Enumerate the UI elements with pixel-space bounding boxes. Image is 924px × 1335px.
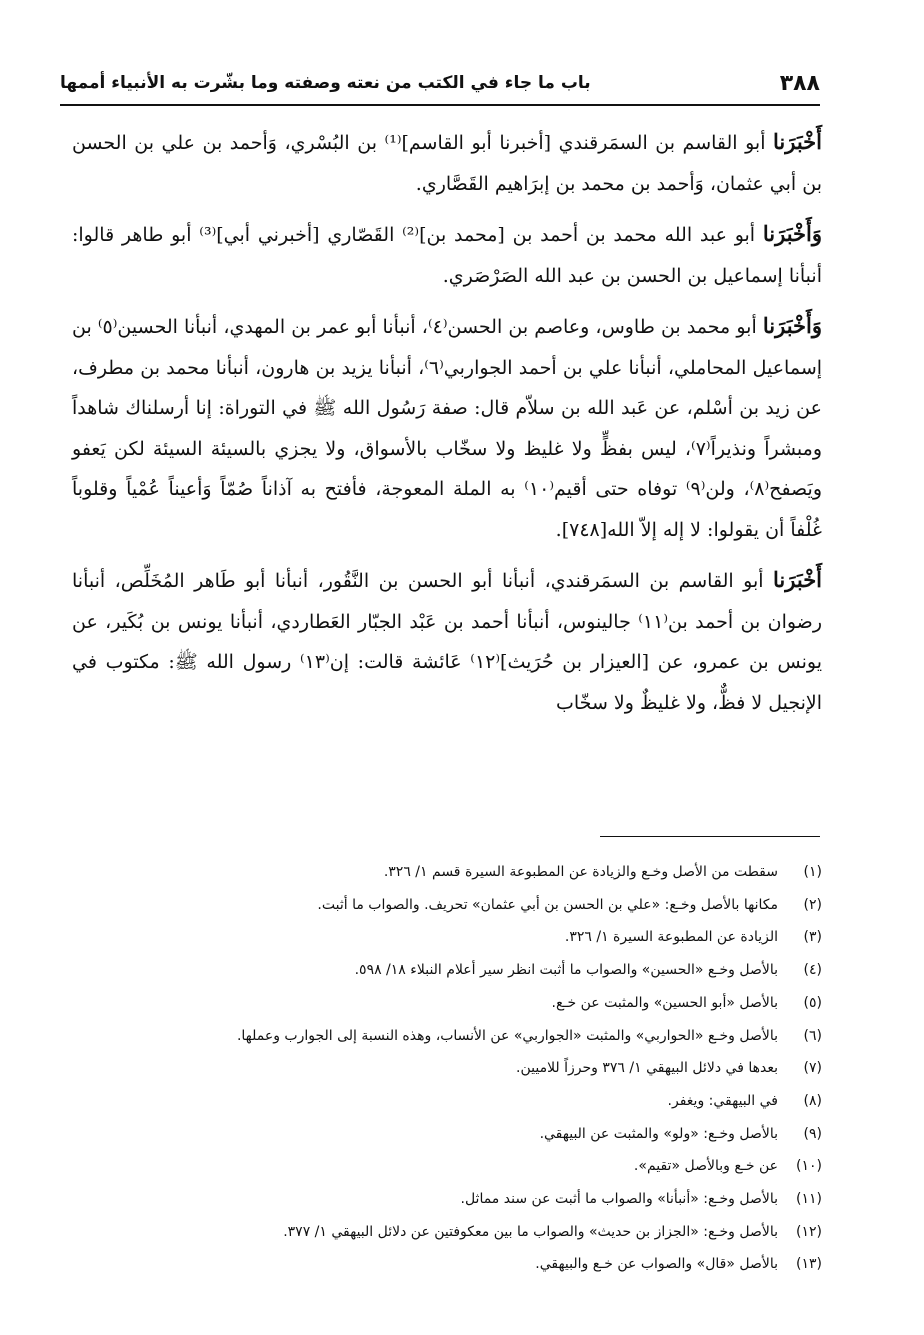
footnote-text: بالأصل وخـع: «أنبأنا» والصواب ما أثبت عن سند مماثل. [460,1191,778,1208]
paragraph [72,122,822,204]
footnote-text: بالأصل «قال» والصواب عن خـع والبيهقي. [535,1256,778,1273]
paragraph [72,560,822,723]
footnote-text: بالأصل وخـع: «ولو» والمثبت عن البيهقي. [539,1125,778,1142]
footnote-number: (٥) [803,994,822,1011]
footnote-number: (٢) [803,896,822,913]
footnote-number: (١١) [796,1191,822,1208]
footnote [72,1118,822,1151]
footnote [72,1085,822,1118]
footnote-text: عن خـع وبالأصل «تقيم». [633,1158,778,1175]
paragraph [72,214,822,296]
paragraph-text: أبو القاسم بن السمَرقندي [أخبرنا أبو القاسم]⁽¹⁾ بن البُسْري، وَأحمد بن علي بن الحسن بن أبي عثمان، وَأحمد بن محمد بن إبرَاهيم القَصَّاري. [72,132,822,195]
footnote [72,1248,822,1281]
footnote [72,889,822,922]
footnote [72,1183,822,1216]
lead-word: وَأَخْبَرَنا [762,221,822,246]
lead-word: وَأَخْبَرَنا [762,313,822,338]
paragraph-text: أبو محمد بن طاوس، وعاصم بن الحسن⁽٤⁾، أنبأنا أبو عمر بن المهدي، أنبأنا الحسين⁽٥⁾ بن إسماعيل المحاملي، أنبأنا علي بن أحمد الجواربي⁽٦⁾، أنبأنا يزيد بن هارون، أنبأنا محمد بن مطرف، عن زيد بن أسْلم، عن عَبد الله بن سلاّم قال: صفة رَسُول الله ﷺ في التوراة: إنا أرسلناك شاهداً ومبشراً ونذيراً⁽٧⁾، ليس بفظٍّ ولا غليظ ولا سخّاب بالأسواق، ولا يجزي بالسيئة السيئة لكن يَعفو ويَصفح⁽٨⁾، ولن⁽٩⁾ توفاه حتى أقيم⁽١٠⁾ به الملة المعوجة، فأفتح به آذاناً صُمّاً وَأعيناً عُمْياً وقلوباً غُلْفاً أن يقولوا: لا إله إلاّ الله[٧٤٨]. [72,316,823,541]
footnote-number: (٦) [803,1027,822,1044]
footnote [72,1216,822,1249]
footnote-number: (٧) [803,1060,822,1077]
footnote-number: (١٠) [796,1158,822,1175]
footnote-number: (١) [803,864,822,880]
footnote [72,1150,822,1183]
footnote [72,954,822,987]
footnote-number: (٣) [803,929,822,946]
footnote-number: (١٢) [796,1223,822,1240]
page-number: ٣٨٨ [779,70,820,96]
footnote-separator [600,836,820,837]
footnote-number: (٤) [803,962,822,979]
footnote-text: سقطت من الأصل وخـع والزيادة عن المطبوعة السيرة قسم ١/ ٣٢٦. [383,864,778,880]
lead-word: أَخْبَرَنا [773,129,822,154]
running-header [60,62,820,106]
paragraph [72,306,822,550]
footnote [72,1020,822,1053]
footnote [72,856,822,889]
lead-word: أَخْبَرَنا [773,567,823,592]
paragraph-text: أبو القاسم بن السمَرقندي، أنبأنا أبو الحسن بن النَّقُور، أنبأنا أبو طَاهر المُخَلِّص، أنبأنا رضوان بن أحمد بن⁽١١⁾ جالينوس، أنبأنا أحمد بن عَبْد الجبّار العَطاردي، أنبأنا يونس بن بُكَير، عن يونس بن عمرو، عن [العيزار بن حُرَيث]⁽١٢⁾ عَائشة قالت: إن⁽١٣⁾ رسول الله ﷺ: مكتوب في الإنجيل لا فظٌّ، ولا غليظٌ ولا سخّاب [72,570,823,714]
chapter-title: باب ما جاء في الكتب من نعته وصفته وما بشّرت به الأنبياء أممها [60,73,591,93]
footnote-text: بالأصل وخـع «الحسين» والصواب ما أثبت انظر سير أعلام النبلاء ١٨/ ٥٩٨. [354,962,778,979]
footnote-number: (١٣) [796,1256,822,1273]
footnote-text: بالأصل وخـع «الحواربي» والمثبت «الجواربي» عن الأنساب، وهذه النسبة إلى الجوارب وعملها. [236,1027,778,1044]
footnote-text: مكانها بالأصل وخـع: «علي بن الحسن بن أبي عثمان» تحريف. والصواب ما أثبت. [317,896,778,913]
footnote-text: الزيادة عن المطبوعة السيرة ١/ ٣٢٦. [564,929,778,946]
footnote-text: في البيهقي: ويغفر. [667,1092,778,1109]
footnote [72,921,822,954]
main-text [72,122,822,733]
footnote-text: بالأصل «أبو الحسين» والمثبت عن خـع. [551,994,778,1011]
footnote-number: (٩) [803,1125,822,1142]
footnote-number: (٨) [803,1092,822,1109]
footnote-text: بالأصل وخـع: «الجزاز بن حديث» والصواب ما بين معكوفتين عن دلائل البيهقي ١/ ٣٧٧. [283,1223,778,1240]
paragraph-text: أبو عبد الله محمد بن أحمد بن [محمد بن]⁽²⁾ القَصّاري [أخبرني أبي]⁽³⁾ أبو طاهر قالوا: أنبأنا إسماعيل بن الحسن بن عبد الله الصَرْصَري. [72,224,822,287]
footnote [72,987,822,1020]
footnotes [72,856,822,1281]
footnote-text: بعدها في دلائل البيهقي ١/ ٣٧٦ وحرزاً للاميين. [516,1060,778,1077]
footnote [72,1052,822,1085]
